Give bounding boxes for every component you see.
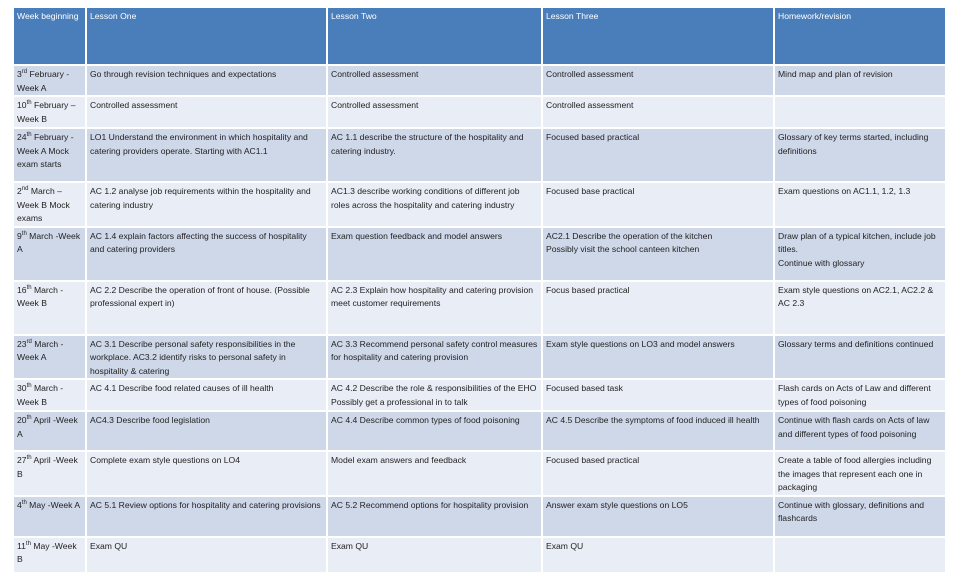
week-cell	[14, 496, 86, 537]
header-lesson-three: Lesson Three	[542, 8, 774, 65]
lesson-three-text: Focused based practical	[546, 455, 640, 465]
lesson-two-cell	[327, 496, 542, 537]
homework-cell	[774, 496, 946, 537]
homework-text: Draw plan of a typical kitchen, include job titles.	[778, 230, 936, 254]
lesson-three-cell	[542, 335, 774, 380]
lesson-one-cell	[86, 411, 327, 451]
lesson-one-text: Exam QU	[90, 540, 128, 551]
homework-cell	[774, 379, 946, 411]
lesson-two-cell	[327, 335, 542, 380]
lesson-one-text: AC 1.2 analyse job requirements within the hospitality and catering industry	[90, 186, 311, 210]
homework-text: Flash cards on Acts of Law and different types of food poisoning	[778, 383, 931, 407]
homework-cell	[774, 281, 946, 335]
lesson-one-cell	[86, 379, 327, 411]
table-row	[14, 451, 946, 496]
homework-text: Mind map and plan of revision	[778, 69, 893, 79]
table-row	[14, 96, 946, 128]
lesson-two-cell	[327, 411, 542, 451]
lesson-two-cell	[327, 537, 542, 573]
lesson-three-text: Exam QU	[546, 540, 584, 551]
lesson-three-cell	[542, 379, 774, 411]
lesson-two-cell	[327, 182, 542, 227]
header-row	[14, 8, 946, 65]
lesson-one-text: Complete exam style questions on LO4	[90, 455, 240, 465]
homework-cell	[774, 537, 946, 573]
week-cell	[14, 281, 86, 335]
week-cell	[14, 182, 86, 227]
lesson-two-text: AC 5.2 Recommend options for hospitality provision	[331, 499, 529, 510]
lesson-one-cell	[86, 451, 327, 496]
lesson-one-text: Go through revision techniques and expectations	[90, 69, 277, 79]
lesson-two-text: Exam question feedback and model answers	[331, 230, 503, 241]
lesson-three-cell	[542, 227, 774, 281]
lesson-two-cell	[327, 451, 542, 496]
lesson-two-cell	[327, 281, 542, 335]
lesson-one-cell	[86, 335, 327, 380]
week-label: 23rd March -Week A	[17, 338, 64, 362]
homework-text: Continue with glossary, definitions and flashcards	[778, 499, 925, 523]
homework-text: Continue with glossary	[778, 257, 865, 268]
lesson-three-cell	[542, 182, 774, 227]
table-row	[14, 128, 946, 182]
lesson-one-text: AC4.3 Describe food legislation	[90, 415, 210, 425]
week-cell	[14, 537, 86, 573]
week-label: 9th March -Week A	[17, 230, 81, 254]
lesson-three-cell	[542, 96, 774, 128]
week-cell	[14, 128, 86, 182]
lesson-three-cell	[542, 496, 774, 537]
week-cell	[14, 411, 86, 451]
homework-text: Exam questions on AC1.1, 1.2, 1.3	[778, 186, 911, 196]
lesson-one-cell	[86, 227, 327, 281]
table-row	[14, 379, 946, 411]
lesson-two-cell	[327, 65, 542, 96]
homework-cell	[774, 227, 946, 281]
homework-cell	[774, 411, 946, 451]
table-row	[14, 335, 946, 380]
lesson-one-cell	[86, 496, 327, 537]
table-row	[14, 65, 946, 96]
week-label: 24th February -Week A Mock exam starts	[17, 132, 74, 169]
homework-cell	[774, 335, 946, 380]
lesson-three-cell	[542, 411, 774, 451]
lesson-three-cell	[542, 537, 774, 573]
week-label: 4th May -Week A	[17, 499, 81, 510]
table-row	[14, 182, 946, 227]
week-label: 10th February – Week B	[17, 100, 76, 124]
lesson-one-text: LO1 Understand the environment in which hospitality and catering providers operate. Starting with AC1.1	[90, 132, 308, 156]
week-label: 27th April -Week B	[17, 455, 78, 479]
lesson-three-text: AC2.1 Describe the operation of the kitchen	[546, 230, 713, 241]
week-label: 16th March - Week B	[17, 284, 64, 308]
table-row	[14, 227, 946, 281]
lesson-one-cell	[86, 182, 327, 227]
lesson-two-cell	[327, 128, 542, 182]
lesson-three-cell	[542, 128, 774, 182]
homework-cell	[774, 65, 946, 96]
homework-text: Exam style questions on AC2.1, AC2.2 & AC 2.3	[778, 284, 934, 308]
homework-text: Create a table of food allergies including the images that represent each one in packaging	[778, 455, 932, 492]
week-cell	[14, 335, 86, 380]
lesson-one-text: AC 5.1 Review options for hospitality and catering provisions	[90, 499, 321, 510]
lesson-one-cell	[86, 281, 327, 335]
lesson-one-cell	[86, 65, 327, 96]
lesson-three-text: Focus based practical	[546, 284, 630, 295]
lesson-one-text: AC 1.4 explain factors affecting the success of hospitality and catering providers	[90, 230, 307, 254]
lesson-three-text: Exam style questions on LO3 and model answers	[546, 338, 735, 349]
homework-text: Glossary terms and definitions continued	[778, 338, 934, 349]
lesson-three-text: Focused based practical	[546, 132, 640, 142]
lesson-one-text: Controlled assessment	[90, 100, 178, 110]
week-cell	[14, 227, 86, 281]
lesson-three-text: Controlled assessment	[546, 69, 634, 79]
lesson-two-text: AC 3.3 Recommend personal safety control measures for hospitality and catering provision	[331, 338, 538, 362]
homework-cell	[774, 96, 946, 128]
week-cell	[14, 96, 86, 128]
lesson-three-text: Controlled assessment	[546, 100, 634, 110]
header-week-beginning: Week beginning	[14, 8, 86, 65]
week-label: 30th March -Week B	[17, 383, 64, 407]
week-cell	[14, 451, 86, 496]
lesson-two-text: Exam QU	[331, 540, 369, 551]
lesson-three-text: Answer exam style questions on LO5	[546, 499, 688, 510]
lesson-two-cell	[327, 379, 542, 411]
lesson-one-cell	[86, 96, 327, 128]
lesson-two-cell	[327, 227, 542, 281]
homework-text: Glossary of key terms started, including definitions	[778, 132, 929, 156]
homework-cell	[774, 182, 946, 227]
lesson-one-cell	[86, 128, 327, 182]
lesson-three-text: Focused base practical	[546, 186, 635, 196]
lesson-one-text: AC 2.2 Describe the operation of front of house. (Possible professional expert in)	[90, 284, 310, 308]
lesson-one-text: AC 3.1 Describe personal safety responsibilities in the workplace. AC3.2 identify risks to personal safety in hospitality & catering	[90, 338, 296, 376]
week-cell	[14, 65, 86, 96]
lesson-one-cell	[86, 537, 327, 573]
table-row	[14, 411, 946, 451]
lesson-three-cell	[542, 281, 774, 335]
table-row	[14, 537, 946, 573]
lesson-three-cell	[542, 65, 774, 96]
homework-text: Continue with flash cards on Acts of law and different types of food poisoning	[778, 415, 930, 439]
lesson-two-cell	[327, 96, 542, 128]
week-label: 20th April -Week A	[17, 415, 78, 439]
header-lesson-two: Lesson Two	[327, 8, 542, 65]
lesson-three-cell	[542, 451, 774, 496]
lesson-three-text: Focused based task	[546, 383, 623, 393]
lesson-two-text: Controlled assessment	[331, 69, 419, 79]
lesson-two-text: AC 4.2 Describe the role & responsibilities of the EHO Possibly get a professional in to talk	[331, 383, 537, 407]
table-row	[14, 496, 946, 537]
homework-cell	[774, 128, 946, 182]
table-row	[14, 281, 946, 335]
lesson-three-text: Possibly visit the school canteen kitchen	[546, 244, 700, 254]
week-label: 11th May -Week B	[17, 540, 77, 564]
revision-schedule-table	[14, 8, 947, 574]
week-label: 3rd February - Week A	[17, 69, 70, 93]
lesson-three-text: AC 4.5 Describe the symptoms of food induced ill health	[546, 415, 760, 425]
lesson-two-text: AC 1.1 describe the structure of the hospitality and catering industry.	[331, 132, 524, 156]
lesson-two-text: Model exam answers and feedback	[331, 455, 467, 465]
week-cell	[14, 379, 86, 411]
homework-cell	[774, 451, 946, 496]
lesson-two-text: AC 4.4 Describe common types of food poisoning	[331, 415, 520, 425]
lesson-two-text: AC1.3 describe working conditions of different job roles across the hospitality and catering industry	[331, 186, 520, 210]
lesson-two-text: Controlled assessment	[331, 100, 419, 110]
lesson-two-text: AC 2.3 Explain how hospitality and catering provision meet customer requirements	[331, 284, 534, 308]
header-lesson-one: Lesson One	[86, 8, 327, 65]
lesson-one-text: AC 4.1 Describe food related causes of ill health	[90, 383, 274, 393]
week-label: 2nd March – Week B Mock exams	[17, 186, 70, 223]
header-homework-revision: Homework/revision	[774, 8, 946, 65]
